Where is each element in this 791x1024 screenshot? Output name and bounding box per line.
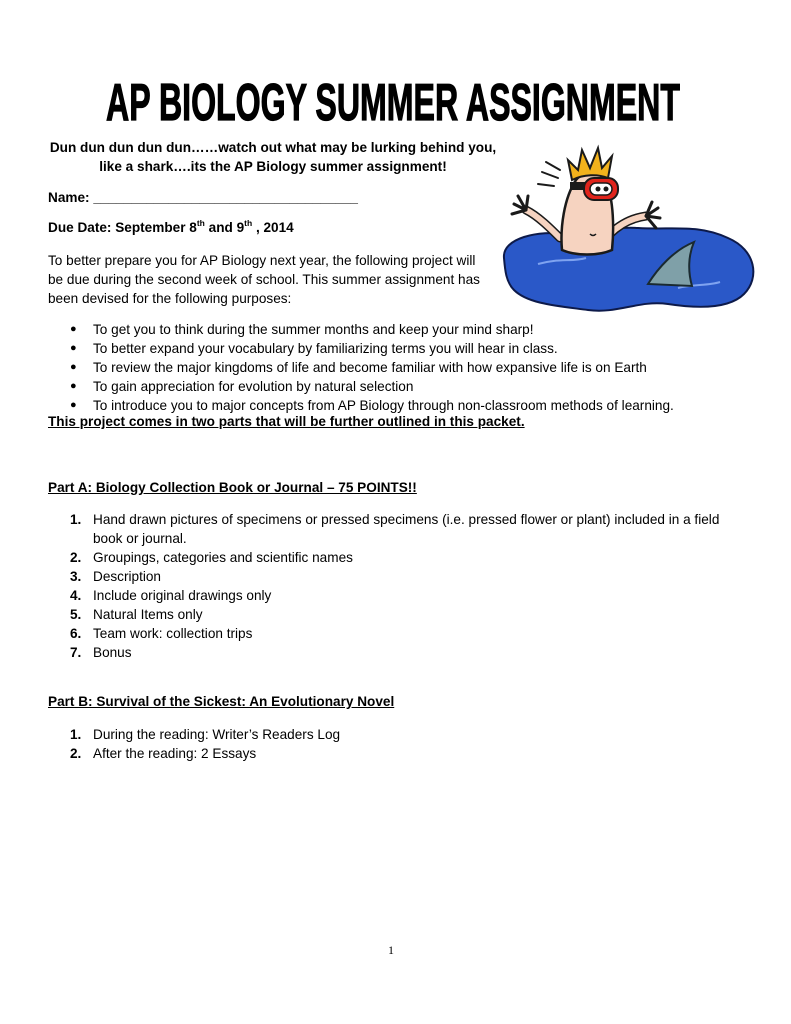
- bullet-icon: ●: [70, 323, 77, 335]
- mask-lens: [590, 183, 612, 195]
- water-pool: [504, 228, 753, 311]
- swimmer-shark-illustration: [498, 138, 760, 316]
- document-title: [106, 76, 680, 126]
- bullet-icon: ●: [70, 342, 77, 354]
- title-text: AP BIOLOGY SUMMER ASSIGNMENT: [106, 76, 680, 126]
- bullet-icon: ●: [70, 399, 77, 411]
- list-item: 6. Team work: collection trips: [70, 626, 253, 641]
- intro-text: Dun dun dun dun dun……watch out what may be lurking behind you, like a shark….its the AP Biology summer assignment!: [49, 140, 497, 174]
- parts-note: This project comes in two parts that will be further outlined in this packet.: [48, 414, 525, 429]
- right-hand: [646, 202, 660, 228]
- part-a-list: [70, 510, 730, 662]
- list-item: ● To gain appreciation for evolution by natural selection: [70, 379, 414, 394]
- list-item: 1. During the reading: Writer’s Readers Log: [70, 727, 341, 742]
- list-item: 2. Groupings, categories and scientific names: [70, 550, 353, 565]
- list-item: ● To better expand your vocabulary by familiarizing terms you will hear in class.: [70, 341, 558, 356]
- part-b-list: [70, 725, 730, 763]
- bullet-icon: ●: [70, 380, 77, 392]
- purpose-list: [70, 320, 674, 415]
- list-item: 5. Natural Items only: [70, 607, 203, 622]
- list-item: ● To get you to think during the summer months and keep your mind sharp!: [70, 322, 534, 337]
- page-number: 1: [388, 943, 394, 957]
- name-field-label: Name: ___________________________________: [48, 190, 358, 205]
- list-item: 4. Include original drawings only: [70, 588, 272, 603]
- due-date: Due Date: September 8th and 9th , 2014: [48, 218, 294, 235]
- hair-spikes: [568, 148, 612, 180]
- motion-lines: [538, 162, 560, 186]
- purpose-paragraph: To better prepare you for AP Biology next year, the following project will be due during the second week of school. This summer assignment has been devised for the following purposes:: [48, 253, 480, 306]
- list-item: 1. Hand drawn pictures of specimens or pressed specimens (i.e. pressed flower or plant) included in a field book or journal.: [70, 512, 720, 546]
- list-item: 2. After the reading: 2 Essays: [70, 746, 257, 761]
- list-item: 7. Bonus: [70, 645, 132, 660]
- part-a-heading: Part A: Biology Collection Book or Journal – 75 POINTS!!: [48, 480, 417, 495]
- part-b-heading: Part B: Survival of the Sickest: An Evolutionary Novel: [48, 694, 395, 709]
- bullet-icon: ●: [70, 361, 77, 373]
- list-item: ● To introduce you to major concepts from AP Biology through non-classroom methods of learning.: [70, 398, 674, 413]
- left-hand: [512, 196, 528, 214]
- list-item: ● To review the major kingdoms of life and become familiar with how expansive life is on Earth: [70, 360, 647, 375]
- list-item: 3. Description: [70, 569, 161, 584]
